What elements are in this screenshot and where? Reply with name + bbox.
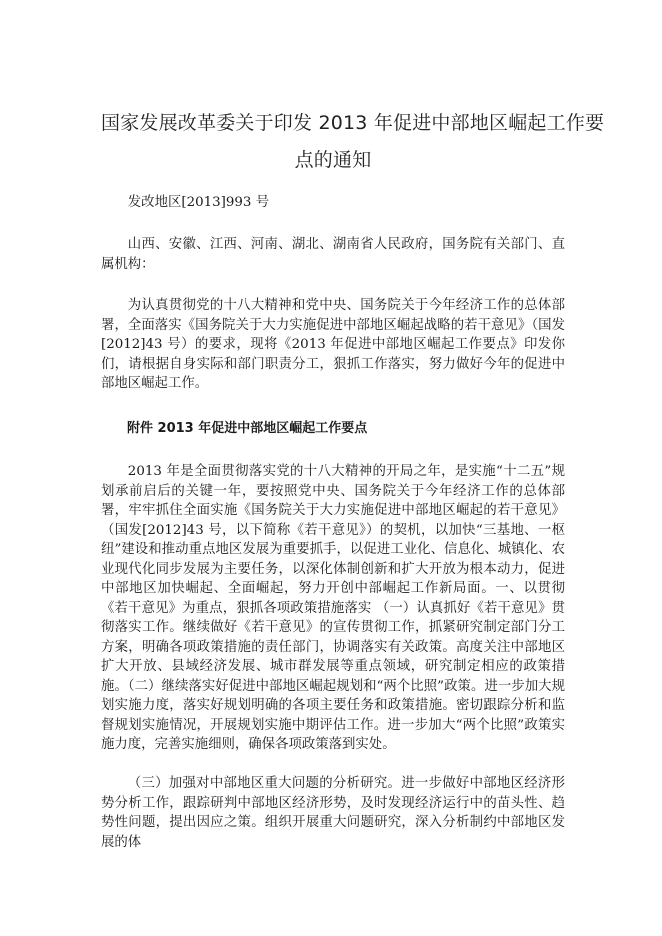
intro-paragraph: 为认真贯彻党的十八大精神和党中央、国务院关于今年经济工作的总体部署，全面落实《国务院关于大力实施促进中部地区崛起战略的若干意见》（国发[2012]43 号）的要求，现将《2013 年促进中部地区崛起工作要点》印发你们，请根据自身实际和部门职责分工，狠抓工作落实，努力做好今年的促进中部地区崛起工作。	[101, 298, 565, 391]
body-paragraph-2: （三）加强对中部地区重大问题的分析研究。进一步做好中部地区经济形势分析工作，跟踪研判中部地区经济形势，及时发现经济运行中的苗头性、趋势性问题，提出因应之策。组织开展重大问题研究，深入分析制约中部地区发展的体	[101, 776, 565, 850]
document-title-line-2: 点的通知	[294, 149, 372, 171]
body-paragraph-1: 2013 年是全面贯彻落实党的十八大精神的开局之年，是实施“十二五”规划承前启后的关键一年，要按照党中央、国务院关于今年经济工作的总体部署，牢牢抓住全面实施《国务院关于大力实施促进中部地区崛起的若干意见》（国发[2012]43 号，以下简称《若干意见》）的契机，以加快“三基地、一枢纽”建设和推动重点地区发展为重要抓手，以促进工业化、信息化、城镇化、农业现代化同步发展为主要任务，以深化体制创新和扩大开放为根本动力，促进中部地区加快崛起、全面崛起，努力开创中部崛起工作新局面。一、以贯彻《若干意见》为重点，狠抓各项政策措施落实 （一）认真抓好《若干意见》贯彻落实工作。继续做好《若干意见》的宣传贯彻工作，抓紧研究制定部门分工方案，明确各项政策措施的责任部门，协调落实有关政策。高度关注中部地区扩大开放、县域经济发展、城市群发展等重点领域，研究制定相应的政策措施。（二）继续落实好促进中部地区崛起规划和“两个比照”政策。进一步加大规划实施力度，落实好规划明确的各项主要任务和政策措施。密切跟踪分析和监督规划实施情况，开展规划实施中期评估工作。进一步加大“两个比照”政策实施力度，完善实施细则，确保各项政策落到实处。	[101, 464, 565, 752]
attachment-heading: 附件 2013 年促进中部地区崛起工作要点	[127, 421, 368, 436]
addressees: 山西、安徽、江西、河南、湖北、湖南省人民政府，国务院有关部门、直属机构：	[101, 237, 565, 272]
document-number: 发改地区[2013]993 号	[127, 195, 270, 210]
document-title-line-1: 国家发展改革委关于印发 2013 年促进中部地区崛起工作要	[101, 112, 605, 134]
